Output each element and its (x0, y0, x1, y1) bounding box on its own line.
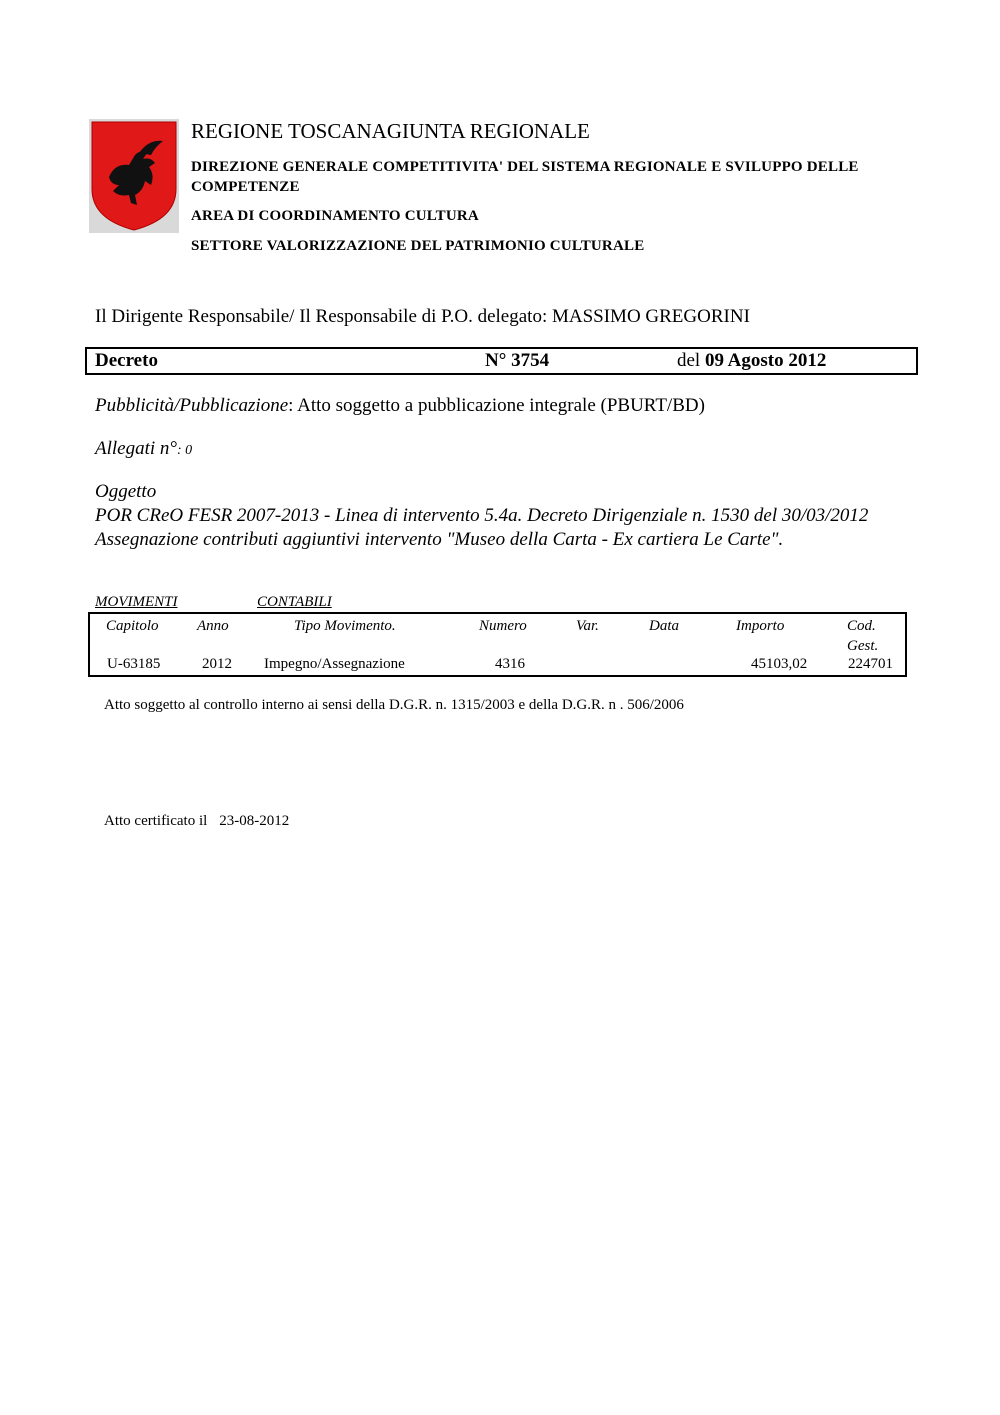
header-importo: Importo (736, 618, 785, 634)
regione-toscana-crest-icon (89, 119, 179, 233)
movimenti-table (88, 612, 907, 677)
decreto-date-value: 09 Agosto 2012 (704, 350, 827, 371)
decreto-del-prefix: del (677, 350, 701, 371)
area-coordinamento: AREA DI COORDINAMENTO CULTURA (191, 208, 479, 224)
decreto-box (85, 347, 918, 375)
header-cod: Cod. (847, 618, 876, 634)
header-anno: Anno (197, 618, 229, 634)
cell-capitolo: U-63185 (107, 656, 161, 672)
certificato-label: Atto certificato il (104, 813, 208, 829)
allegati-line (95, 438, 192, 460)
allegati-label: Allegati n° (95, 438, 178, 459)
cell-tipo-movimento: Impegno/Assegnazione (264, 656, 405, 672)
controllo-note: Atto soggetto al controllo interno ai sensi della D.G.R. n. 1315/2003 e della D.G.R. n . 506/2006 (104, 697, 684, 713)
oggetto-label: Oggetto (95, 481, 157, 502)
decreto-date (677, 350, 826, 372)
header-gest: Gest. (847, 638, 879, 654)
header-numero: Numero (479, 618, 527, 634)
decreto-number: N° 3754 (485, 350, 550, 371)
decreto-label: Decreto (95, 350, 158, 371)
dirigente-line: Il Dirigente Responsabile/ Il Responsabile di P.O. delegato: MASSIMO GREGORINI (95, 306, 750, 327)
allegati-value: : 0 (177, 443, 193, 458)
settore: SETTORE VALORIZZAZIONE DEL PATRIMONIO CULTURALE (191, 238, 645, 254)
pubblicita-value: : Atto soggetto a pubblicazione integrale (PBURT/BD) (288, 395, 705, 416)
pubblicita-line (95, 395, 705, 417)
header-capitolo: Capitolo (106, 618, 159, 634)
oggetto-text: POR CReO FESR 2007-2013 - Linea di intervento 5.4a. Decreto Dirigenziale n. 1530 del 30/03/2012 Assegnazione contributi aggiuntivi intervento "Museo della Carta - Ex cartiera Le Carte". (95, 505, 869, 550)
header-var: Var. (576, 618, 599, 634)
region-title: REGIONE TOSCANAGIUNTA REGIONALE (191, 119, 590, 143)
header-tipo-movimento: Tipo Movimento. (294, 618, 396, 634)
cell-anno: 2012 (202, 656, 232, 672)
contabili-title: CONTABILI (257, 594, 332, 610)
cell-numero: 4316 (495, 656, 525, 672)
certificato-date: 23-08-2012 (219, 813, 290, 829)
movimenti-title: MOVIMENTI (95, 594, 178, 610)
pubblicita-label: Pubblicità/Pubblicazione (95, 395, 289, 416)
header-data: Data (649, 618, 679, 634)
direzione-generale: DIREZIONE GENERALE COMPETITIVITA' DEL SISTEMA REGIONALE E SVILUPPO DELLE COMPETENZE (191, 159, 859, 195)
cell-importo: 45103,02 (751, 656, 808, 672)
certificato-line (104, 813, 289, 830)
cell-cod-gest: 224701 (848, 656, 893, 672)
